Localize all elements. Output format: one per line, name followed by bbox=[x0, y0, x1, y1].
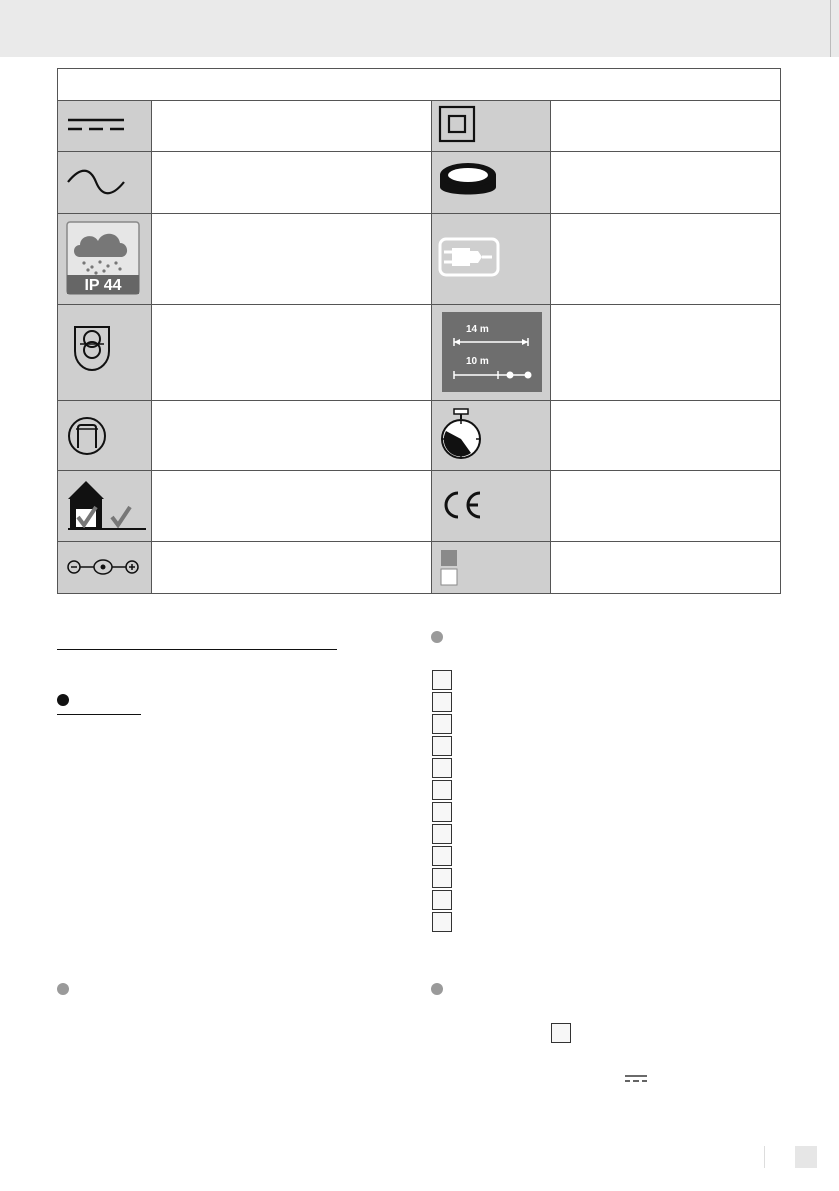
row2-left-text bbox=[158, 161, 418, 191]
section-bullet-black bbox=[57, 694, 69, 706]
cable-label-14m: 14 m bbox=[466, 324, 489, 335]
row7-left-text bbox=[158, 551, 418, 581]
symbol-table bbox=[57, 68, 781, 594]
section-bullet-grey bbox=[431, 631, 443, 643]
part-number-box bbox=[432, 824, 452, 844]
alternating-current-icon bbox=[66, 169, 126, 195]
packaging-squares-icon bbox=[440, 549, 460, 587]
footer-divider bbox=[764, 1146, 765, 1168]
part-number-box bbox=[432, 692, 452, 712]
left-subheading-underline bbox=[57, 714, 141, 715]
row3-left-text bbox=[158, 224, 418, 254]
section-bullet-grey bbox=[57, 983, 69, 995]
part-number-box bbox=[432, 670, 452, 690]
row3-right-text bbox=[558, 224, 768, 254]
row2-right-text bbox=[558, 161, 768, 191]
row5-right-text bbox=[558, 409, 768, 439]
left-section2-title bbox=[74, 981, 324, 997]
part-number-box bbox=[432, 780, 452, 800]
left-heading bbox=[57, 630, 337, 646]
polarity-icon bbox=[66, 557, 140, 577]
timer-icon bbox=[438, 407, 484, 463]
header-band bbox=[0, 0, 839, 57]
part-number-box bbox=[432, 802, 452, 822]
direct-current-icon bbox=[66, 115, 126, 135]
part-number-box bbox=[432, 868, 452, 888]
row6-right-text bbox=[558, 479, 768, 509]
plug-connector-icon bbox=[438, 237, 500, 277]
row4-left-text bbox=[158, 314, 418, 344]
protection-class-2-icon bbox=[438, 105, 476, 143]
left-heading-underline bbox=[57, 649, 337, 650]
gutter-divider bbox=[830, 0, 831, 57]
part-number-box bbox=[432, 758, 452, 778]
ce-mark-icon bbox=[440, 489, 484, 521]
inline-direct-current-icon bbox=[624, 1074, 648, 1084]
row1-left-text bbox=[158, 109, 418, 139]
part-number-box bbox=[432, 736, 452, 756]
cable-label-10m: 10 m bbox=[466, 356, 489, 367]
part-number-box bbox=[432, 912, 452, 932]
page-number-box bbox=[795, 1146, 817, 1168]
right-section2-title bbox=[448, 981, 748, 997]
row6-left-text bbox=[158, 479, 418, 509]
section-bullet-grey bbox=[431, 983, 443, 995]
row4-right-text bbox=[558, 314, 768, 344]
row5-left-text bbox=[158, 409, 418, 439]
left-subheading bbox=[74, 692, 274, 708]
right-section1-title bbox=[448, 629, 748, 645]
ip44-rain-icon bbox=[66, 221, 140, 295]
short-circuit-proof-transformer-icon bbox=[66, 415, 108, 457]
safety-transformer-icon bbox=[72, 323, 112, 373]
part-number-box bbox=[432, 846, 452, 866]
part-number-box bbox=[432, 714, 452, 734]
ip-label: IP 44 bbox=[84, 277, 122, 294]
row1-right-text bbox=[558, 109, 768, 139]
part-number-box bbox=[432, 890, 452, 910]
symbol-table-header bbox=[58, 69, 780, 101]
row7-right-text bbox=[558, 551, 768, 581]
indoor-outdoor-use-icon bbox=[66, 477, 150, 533]
cable-length-icon bbox=[442, 312, 542, 392]
battery-cell-icon bbox=[436, 159, 500, 205]
inline-part-number-box bbox=[551, 1023, 571, 1043]
